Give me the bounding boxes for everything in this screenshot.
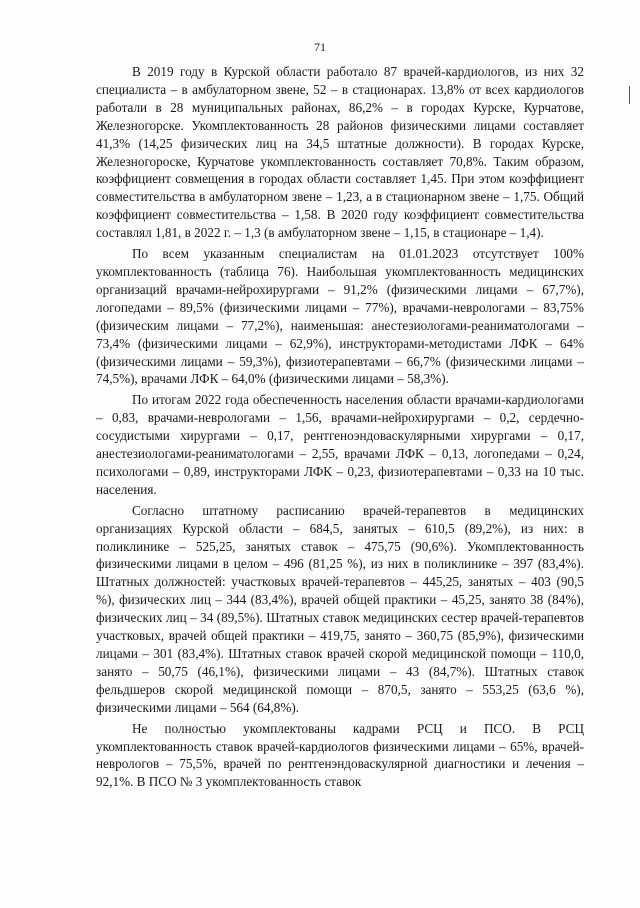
paragraph-rsc-pso-staffing: Не полностью укомплектованы кадрами РСЦ и ПСО. В РСЦ укомплектованность ставок врачей-кардиологов физическими лицами – 65%, врачей-неврологов – 75,5%, врачей по рентгенэндоваскулярной диагностики и лечения – 92,1%. В ПСО № 3 укомплектованность ставок xyxy=(96,720,584,790)
scan-artifact-mark xyxy=(629,86,630,104)
paragraph-cardiologists-2019: В 2019 году в Курской области работало 87 врачей-кардиологов, из них 32 специалиста – в амбулаторном звене, 52 – в стационарах. 13,8% от всех кардиологов работали в 28 муниципальных районах, 86,2% – в городах Курске, Курчатове, Железногорске. Укомплектованность 28 районов физическими лицами составляет 41,3% (14,25 физических лиц на 34,5 штатные должности). В городах Курске, Железногороске, Курчатове укомплектованность составляет 70,8%. Таким образом, коэффициент совмещения в городах области составляет 1,45. При этом коэффициент совместительства в амбулаторном звене – 1,23, а в стационарном звене – 1,75. Общий коэффициент совместительства – 1,58. В 2020 году коэффициент совместительства составлял 1,81, в 2022 г. – 1,3 (в амбулаторном звене – 1,15, в стационаре – 1,4). xyxy=(96,64,584,241)
page-number: 71 xyxy=(314,40,326,54)
paragraph-provision-2022: По итогам 2022 года обеспеченность населения области врачами-кардиологами – 0,83, врачами-неврологами – 1,56, врачами-нейрохирургами – 0,2, сердечно-сосудистыми хирургами – 0,17, рентгеноэндоваскулярными хирургами – 0,17, анестезиологами-реаниматологами – 2,55, врачами ЛФК – 0,13, логопедами – 0,24, психологами – 0,89, инструкторами ЛФК – 0,23, физиотерапевтами – 0,33 на 10 тыс. населения. xyxy=(96,392,584,497)
paragraph-therapists-staffing: Согласно штатному расписанию врачей-терапевтов в медицинских организациях Курской области – 684,5, занятых – 610,5 (89,2%), из них: в поликлинике – 525,25, занятых ставок – 475,75 (90,6%). Укомплектованность физическими лицами в целом – 496 (81,25 %), из них в поликлинике – 397 (83,4%). Штатных должностей: участковых врачей-терапевтов – 445,25, занятых – 403 (90,5 %), физических лиц – 344 (83,4%), врачей общей практики – 45,25, занято 38 (84%), физических лиц – 34 (89,5%). Штатных ставок медицинских сестер врачей-терапевтов участковых, врачей общей практики – 419,75, занято – 360,75 (85,9%), физическими лицами – 301 (83,4%). Штатных ставок врачей скорой медицинской помощи – 110,0, занято – 50,75 (46,1%), физическими лицами – 43 (84,7%). Штатных ставок фельдшеров скорой медицинской помощи – 870,5, занято – 553,25 (63,6 %), физическими лицами – 564 (64,8%). xyxy=(96,502,584,715)
document-body xyxy=(96,63,584,791)
paragraph-staffing-2023: По всем указанным специалистам на 01.01.2023 отсутствует 100% укомплектованность (таблица 76). Наибольшая укомплектованность медицинских организаций врачами-нейрохирургами – 91,2% (физическими лицами – 67,7%), логопедами – 89,5% (физическими лицами – 77%), врачами-неврологами – 83,75% (физическим лицами – 77,2%), наименьшая: анестезиологами-реаниматологами – 73,4% (физическими лицами – 62,9%), инструкторами-методистами ЛФК – 64% (физическими лицами – 59,3%), физиотерапевтами – 66,7% (физическими лицами – 74,5%), врачами ЛФК – 64,0% (физическими лицами – 58,3%). xyxy=(96,246,584,387)
